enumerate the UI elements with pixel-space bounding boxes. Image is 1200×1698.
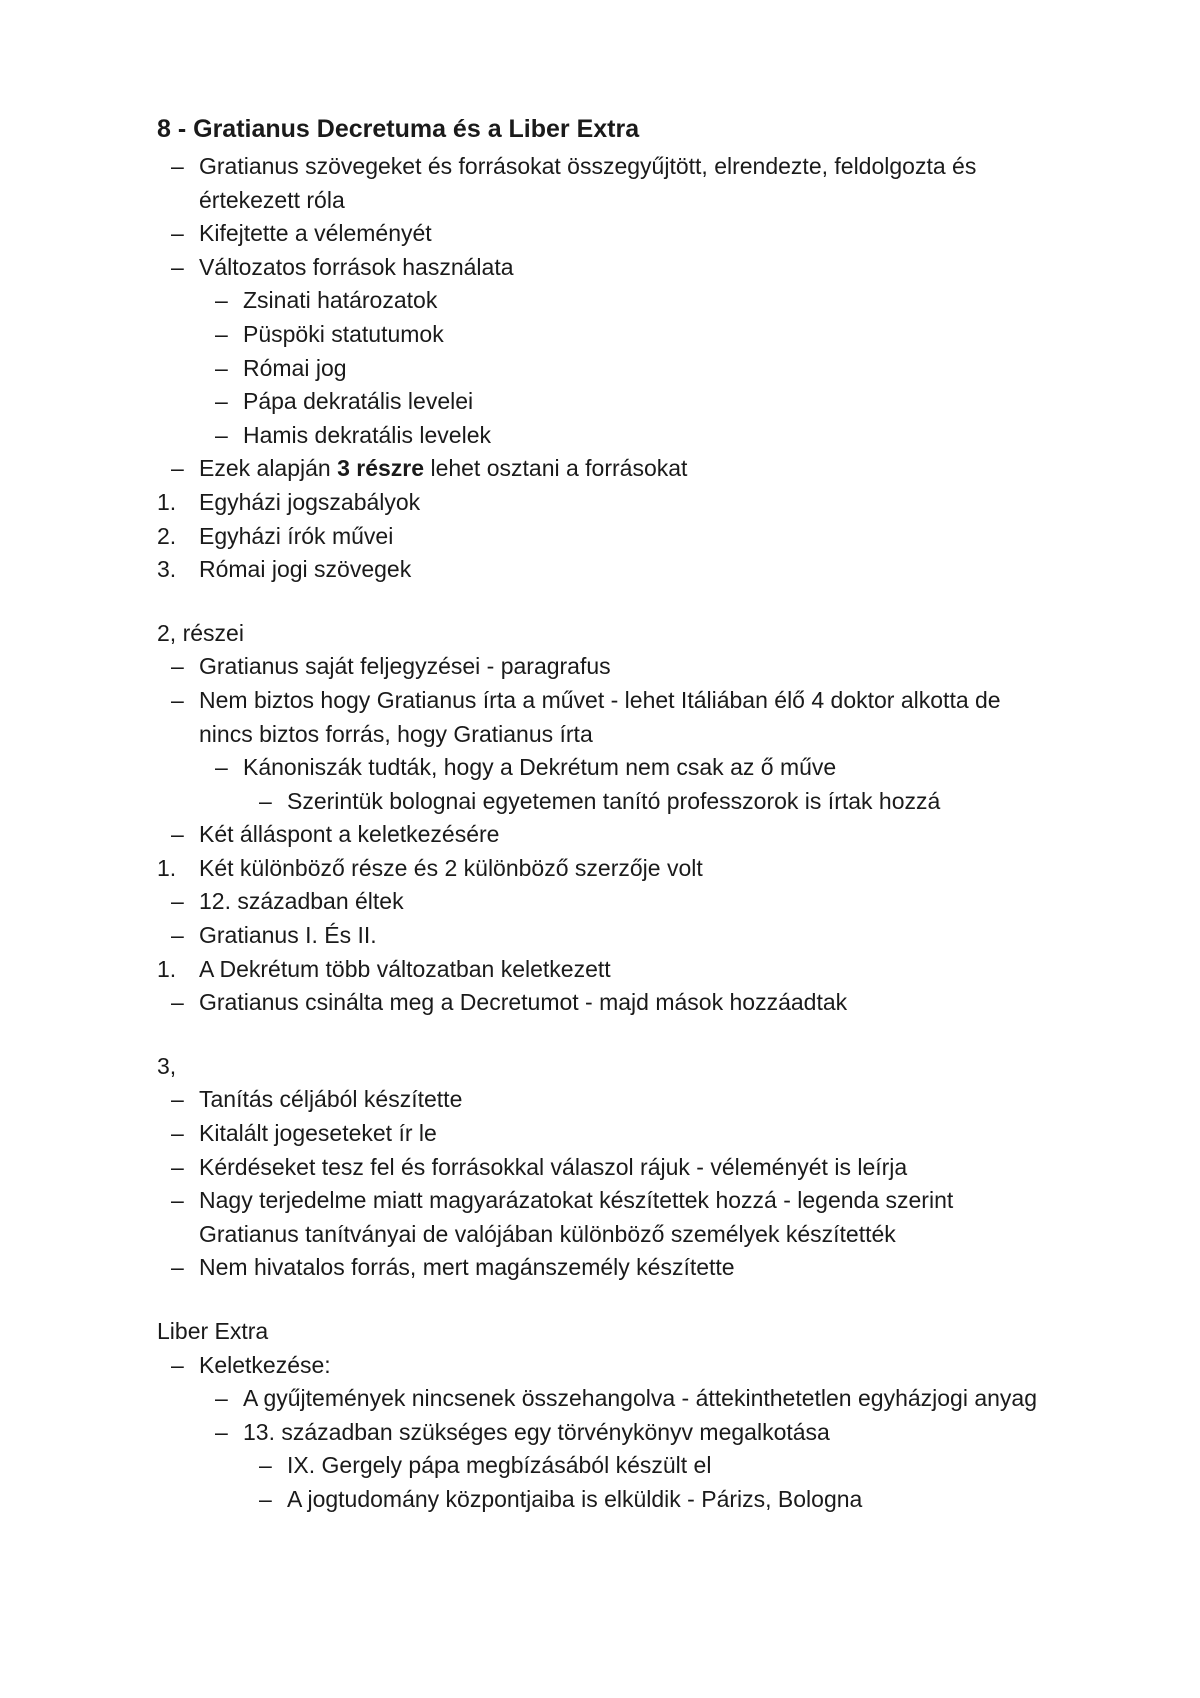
bullet-text: Hamis dekratális levelek bbox=[243, 421, 491, 448]
dash-marker: – bbox=[215, 354, 228, 381]
bullet-text: Kánoniszák tudták, hogy a Dekrétum nem csak az ő műve bbox=[243, 754, 837, 781]
document-page bbox=[157, 108, 1057, 1517]
bullet-text: Gratianus szövegeket és forrásokat összegyűjtött, elrendezte, feldolgozta és értekezett róla bbox=[199, 153, 977, 213]
bullet-text: Gratianus I. És II. bbox=[199, 922, 377, 949]
numbered-item bbox=[157, 553, 1057, 587]
bullet-text: Gratianus csinálta meg a Decretumot - majd mások hozzáadtak bbox=[199, 989, 848, 1016]
bullet-item bbox=[157, 919, 1057, 953]
dash-marker: – bbox=[171, 1086, 184, 1113]
bullet-item bbox=[157, 1251, 1057, 1285]
bullet-text: 12. században éltek bbox=[199, 888, 404, 915]
number-marker: 3. bbox=[157, 556, 177, 583]
dash-marker: – bbox=[215, 1418, 228, 1445]
bullet-text: Változatos források használata bbox=[199, 253, 514, 280]
section-heading: 2, részei bbox=[157, 619, 244, 646]
section-heading: Liber Extra bbox=[157, 1318, 269, 1344]
spacer bbox=[157, 587, 1057, 617]
bullet-text-pre: Ezek alapján bbox=[199, 455, 338, 482]
numbered-item bbox=[157, 486, 1057, 520]
bullet-text: 13. században szükséges egy törvénykönyv megalkotása bbox=[243, 1418, 830, 1445]
sub-sub-bullet-item bbox=[157, 785, 1057, 819]
dash-marker: – bbox=[171, 989, 184, 1016]
dash-marker: – bbox=[171, 888, 184, 915]
dash-marker: – bbox=[171, 220, 184, 247]
bullet-text: Nem biztos hogy Gratianus írta a művet - lehet Itáliában élő 4 doktor alkotta de nincs biztos forrás, hogy Gratianus írta bbox=[199, 686, 1001, 747]
sub-sub-bullet-item bbox=[157, 1449, 1057, 1483]
bullet-text: Pápa dekratális levelei bbox=[243, 388, 474, 415]
bullet-item bbox=[157, 1151, 1057, 1185]
dash-marker: – bbox=[171, 1187, 184, 1214]
dash-marker: – bbox=[215, 287, 228, 314]
sub-bullet-item bbox=[157, 751, 1057, 785]
numbered-item bbox=[157, 520, 1057, 554]
dash-marker: – bbox=[259, 1485, 272, 1512]
dash-marker: – bbox=[259, 1452, 272, 1479]
bullet-item bbox=[157, 452, 1057, 486]
bullet-item bbox=[157, 650, 1057, 684]
dash-marker: – bbox=[215, 1385, 228, 1412]
bullet-item bbox=[157, 986, 1057, 1020]
numbered-text: A Dekrétum több változatban keletkezett bbox=[199, 955, 611, 982]
dash-marker: – bbox=[171, 1254, 184, 1281]
dash-marker: – bbox=[215, 421, 228, 448]
numbered-text: Egyházi írók művei bbox=[199, 522, 394, 549]
sub-bullet-item bbox=[157, 1416, 1057, 1450]
bullet-item bbox=[157, 1349, 1057, 1383]
bullet-item bbox=[157, 217, 1057, 251]
bullet-text: Kifejtette a véleményét bbox=[199, 220, 432, 247]
bullet-text: Zsinati határozatok bbox=[243, 287, 438, 314]
dash-marker: – bbox=[171, 1351, 184, 1378]
sub-sub-bullet-item bbox=[157, 1483, 1057, 1517]
bullet-text: A gyűjtemények nincsenek összehangolva - áttekinthetetlen egyházjogi anyag bbox=[243, 1385, 1038, 1412]
bullet-text: Római jog bbox=[243, 354, 347, 381]
bullet-text: Kitalált jogeseteket ír le bbox=[199, 1120, 437, 1147]
bullet-item bbox=[157, 150, 1057, 217]
number-marker: 1. bbox=[157, 488, 177, 515]
dash-marker: – bbox=[171, 686, 184, 713]
numbered-text: Két különböző része és 2 különböző szerzője volt bbox=[199, 854, 703, 881]
bullet-item bbox=[157, 885, 1057, 919]
dash-marker: – bbox=[171, 253, 184, 280]
number-marker: 1. bbox=[157, 955, 177, 982]
spacer bbox=[157, 1285, 1057, 1315]
dash-marker: – bbox=[215, 388, 228, 415]
bullet-item bbox=[157, 818, 1057, 852]
bullet-item bbox=[157, 1117, 1057, 1151]
numbered-text: Egyházi jogszabályok bbox=[199, 488, 421, 515]
bullet-text: Kérdéseket tesz fel és forrásokkal válaszol rájuk - véleményét is leírja bbox=[199, 1153, 908, 1180]
bullet-text: A jogtudomány központjaiba is elküldik - Párizs, Bologna bbox=[287, 1485, 863, 1512]
bullet-item bbox=[157, 1083, 1057, 1117]
numbered-item bbox=[157, 953, 1057, 987]
numbered-item bbox=[157, 852, 1057, 886]
bullet-text: Tanítás céljából készítette bbox=[199, 1086, 463, 1113]
bold-text: 3 részre bbox=[337, 455, 425, 482]
sub-bullet-item bbox=[157, 284, 1057, 318]
dash-marker: – bbox=[171, 153, 184, 179]
sub-bullet-item bbox=[157, 419, 1057, 453]
dash-marker: – bbox=[171, 1120, 184, 1147]
dash-marker: – bbox=[215, 754, 228, 781]
number-marker: 1. bbox=[157, 854, 177, 881]
numbered-text: Római jogi szövegek bbox=[199, 556, 412, 583]
dash-marker: – bbox=[171, 653, 184, 680]
spacer bbox=[157, 1020, 1057, 1050]
bullet-text: Két álláspont a keletkezésére bbox=[199, 821, 500, 848]
bullet-text: IX. Gergely pápa megbízásából készült el bbox=[287, 1452, 712, 1479]
bullet-item bbox=[157, 251, 1057, 285]
number-marker: 2. bbox=[157, 522, 177, 549]
sub-bullet-item bbox=[157, 352, 1057, 386]
bullet-text: Nem hivatalos forrás, mert magánszemély készítette bbox=[199, 1254, 735, 1281]
bullet-text: Gratianus saját feljegyzései - paragrafus bbox=[199, 653, 611, 680]
sub-bullet-item bbox=[157, 318, 1057, 352]
dash-marker: – bbox=[171, 821, 184, 848]
bullet-item bbox=[157, 1184, 1057, 1251]
bullet-item bbox=[157, 684, 1057, 751]
bullet-text: Püspöki statutumok bbox=[243, 320, 444, 347]
dash-marker: – bbox=[171, 922, 184, 949]
dash-marker: – bbox=[171, 455, 184, 482]
dash-marker: – bbox=[171, 1153, 184, 1180]
section-heading: 3, bbox=[157, 1052, 177, 1079]
bullet-text: Nagy terjedelme miatt magyarázatokat készítettek hozzá - legenda szerint Gratianus tanítványai de valójában különböző személyek készítették bbox=[199, 1187, 954, 1247]
dash-marker: – bbox=[259, 787, 272, 814]
sub-bullet-item bbox=[157, 385, 1057, 419]
bullet-text: Keletkezése: bbox=[199, 1351, 331, 1378]
page-title: 8 - Gratianus Decretuma és a Liber Extra bbox=[157, 115, 640, 143]
sub-bullet-item bbox=[157, 1382, 1057, 1416]
bullet-text-post: lehet osztani a forrásokat bbox=[424, 455, 688, 482]
dash-marker: – bbox=[215, 320, 228, 347]
bullet-text: Szerintük bolognai egyetemen tanító professzorok is írtak hozzá bbox=[287, 787, 941, 814]
